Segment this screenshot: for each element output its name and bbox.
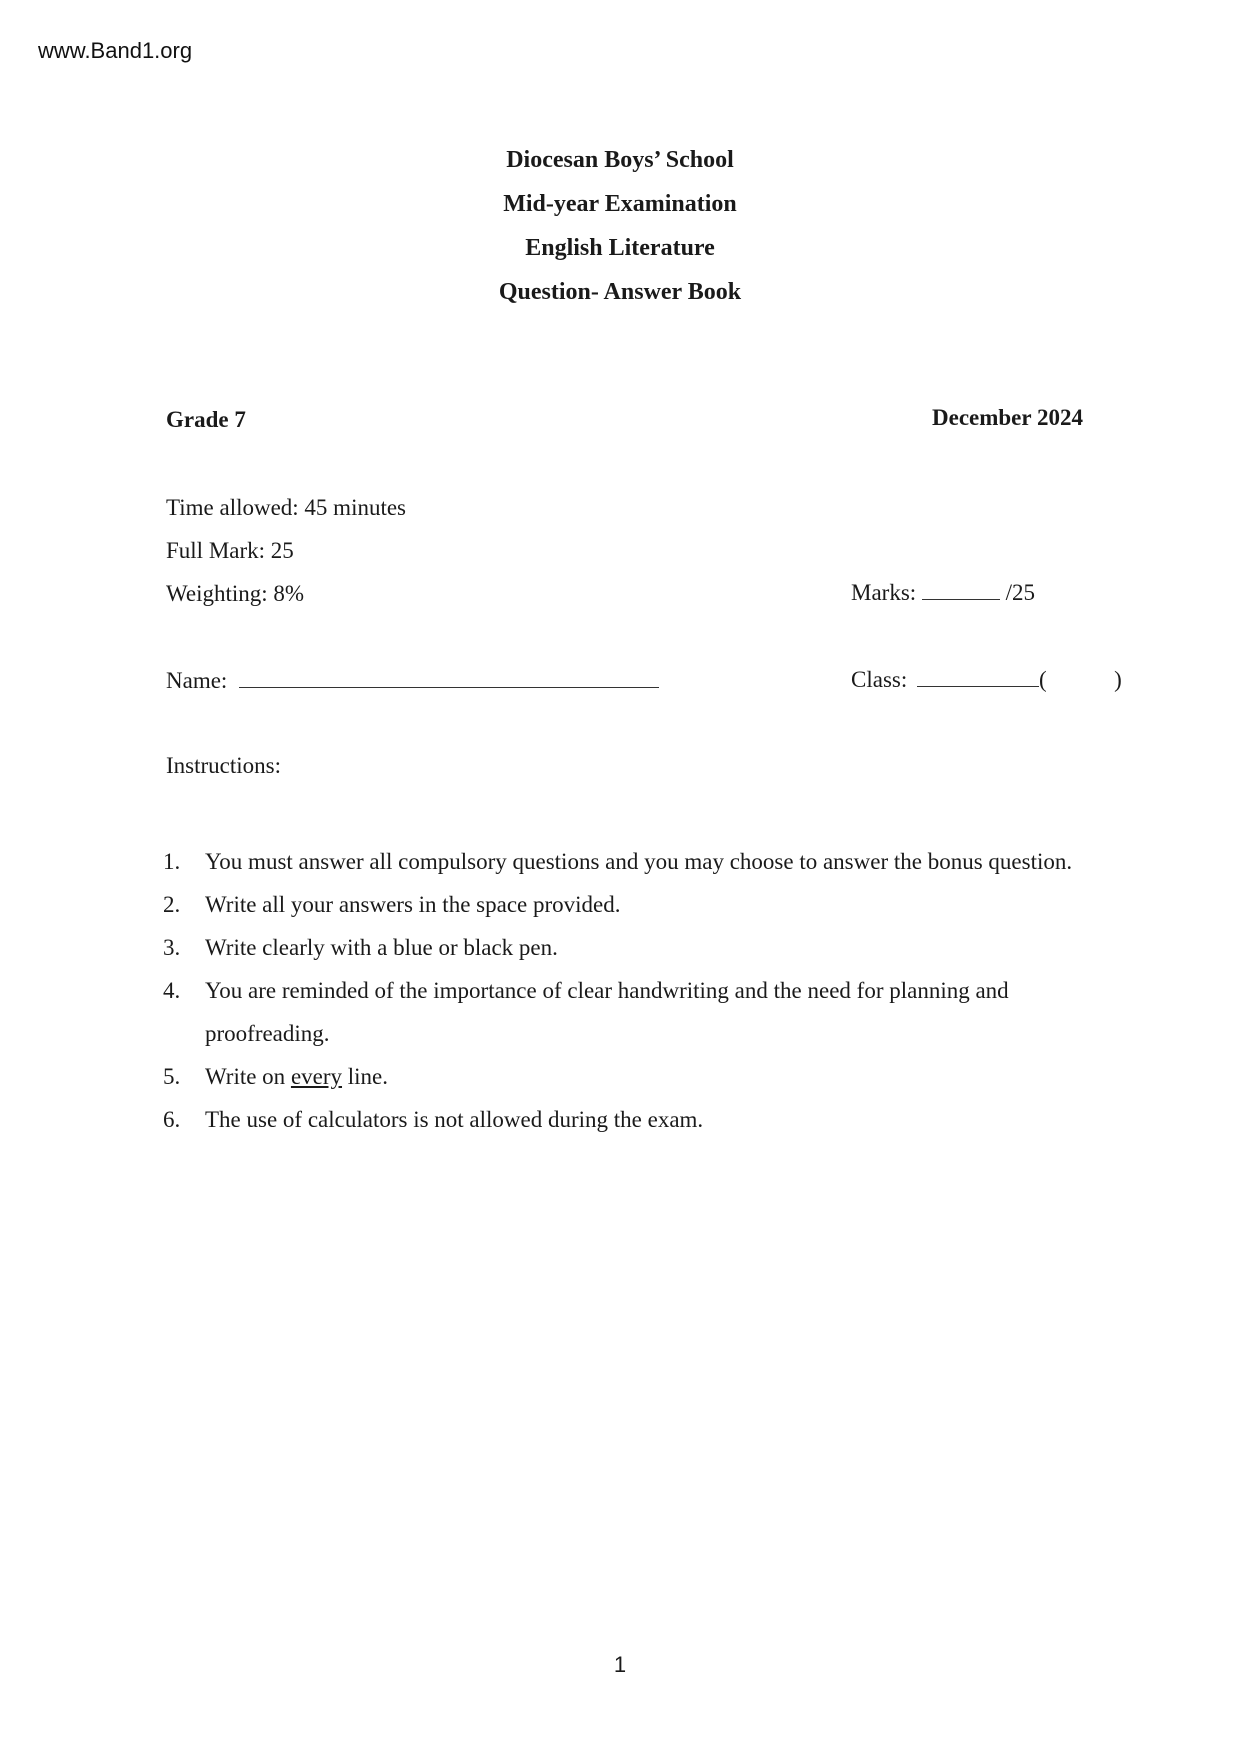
instruction-item bbox=[163, 883, 1103, 926]
instruction-item bbox=[163, 840, 1103, 883]
instruction-number: 4. bbox=[163, 978, 181, 1003]
page-number: 1 bbox=[613, 1652, 627, 1677]
instruction-item bbox=[163, 926, 1103, 969]
exam-header bbox=[0, 138, 1240, 314]
class-paren-open: ( bbox=[1038, 667, 1047, 692]
watermark-url: www.Band1.org bbox=[38, 38, 193, 63]
exam-title: Mid-year Examination bbox=[503, 191, 737, 217]
instruction-number: 3. bbox=[163, 935, 181, 960]
name-label: Name: bbox=[166, 668, 228, 693]
instruction-text: Write all your answers in the space provided. bbox=[205, 892, 621, 917]
instruction-number: 6. bbox=[163, 1107, 181, 1132]
instruction-item bbox=[163, 969, 1103, 1055]
marks-label: Marks: bbox=[851, 580, 917, 605]
class-blank[interactable] bbox=[917, 666, 1039, 687]
school-name: Diocesan Boys’ School bbox=[506, 147, 734, 173]
marks-field bbox=[851, 579, 1035, 606]
instructions-list bbox=[163, 840, 1103, 1141]
time-allowed: Time allowed: 45 minutes bbox=[166, 495, 407, 520]
name-field bbox=[166, 667, 659, 694]
marks-blank[interactable] bbox=[922, 579, 1000, 600]
instruction-text: You are reminded of the importance of clear handwriting and the need for planning and proofreading. bbox=[205, 978, 1009, 1046]
instruction-text-before: Write on bbox=[205, 1064, 291, 1089]
name-blank[interactable] bbox=[239, 667, 659, 688]
instruction-text: Write clearly with a blue or black pen. bbox=[205, 935, 558, 960]
class-label: Class: bbox=[851, 667, 908, 692]
instruction-text bbox=[205, 1055, 1103, 1098]
grade-label: Grade 7 bbox=[166, 407, 246, 432]
instruction-number: 1. bbox=[163, 849, 181, 874]
instruction-number: 5. bbox=[163, 1064, 181, 1089]
full-mark: Full Mark: 25 bbox=[166, 538, 294, 563]
marks-total: /25 bbox=[1005, 580, 1036, 605]
instruction-item bbox=[163, 1098, 1103, 1141]
exam-date: December 2024 bbox=[932, 405, 1083, 430]
book-title: Question- Answer Book bbox=[498, 279, 742, 305]
instructions-heading: Instructions: bbox=[166, 753, 281, 778]
subject-title: English Literature bbox=[525, 235, 715, 261]
instruction-text-after: line. bbox=[342, 1064, 389, 1089]
instruction-text-underlined: every bbox=[290, 1064, 343, 1089]
instruction-text: You must answer all compulsory questions and you may choose to answer the bonus question. bbox=[205, 849, 1073, 874]
instruction-number: 2. bbox=[163, 892, 181, 917]
class-field bbox=[851, 666, 1122, 693]
instruction-text: The use of calculators is not allowed during the exam. bbox=[205, 1107, 704, 1132]
instruction-item bbox=[163, 1055, 1103, 1098]
weighting: Weighting: 8% bbox=[166, 581, 305, 606]
class-paren-close: ) bbox=[1114, 667, 1122, 692]
